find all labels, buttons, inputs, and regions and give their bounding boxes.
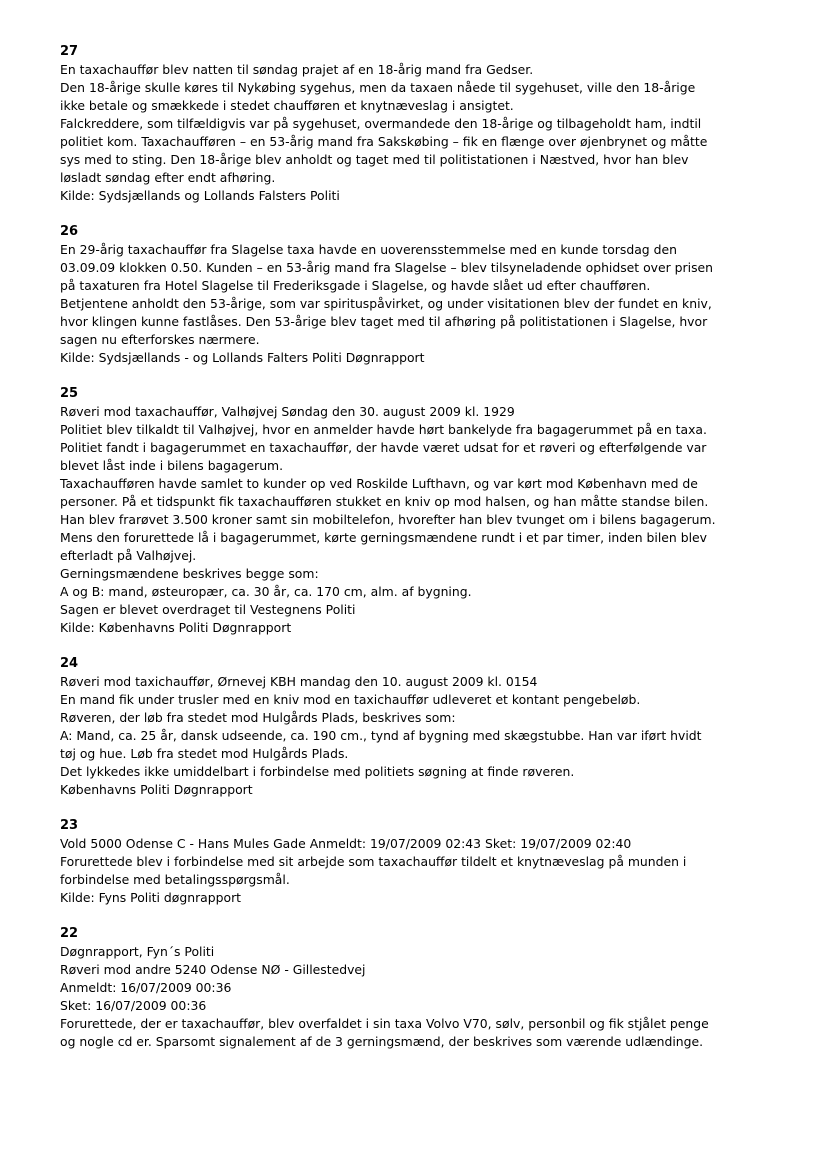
entry-26 <box>60 223 780 367</box>
entry-line: hvor klingen kunne fastlåses. Den 53-årige blev taget med til afhøring på politistationen i Slagelse, hvor <box>60 314 708 329</box>
entry-line: Mens den forurettede lå i bagagerummet, kørte gerningsmændene rundt i et par timer, inden bilen blev <box>60 530 707 545</box>
entry-line: personer. På et tidspunkt fik taxachaufføren stukket en kniv op mod halsen, og han måtte standse bilen. <box>60 494 709 509</box>
entry-number: 25 <box>60 386 79 401</box>
entry-25 <box>60 385 780 637</box>
entry-line: Det lykkedes ikke umiddelbart i forbindelse med politiets søgning at finde røveren. <box>60 764 575 779</box>
entry-line: og nogle cd er. Sparsomt signalement af de 3 gerningsmænd, der beskrives som værende udlændinge. <box>60 1034 704 1049</box>
entry-line: sagen nu efterforskes nærmere. <box>60 332 260 347</box>
entry-line: Røveren, der løb fra stedet mod Hulgårds Plads, beskrives som: <box>60 710 456 725</box>
entry-source: Kilde: Københavns Politi Døgnrapport <box>60 620 292 635</box>
entry-line: Gerningsmændene beskrives begge som: <box>60 566 319 581</box>
entry-line: En mand fik under trusler med en kniv mod en taxichauffør udleveret et kontant pengebeløb. <box>60 692 641 707</box>
entry-line: A og B: mand, østeuropær, ca. 30 år, ca. 170 cm, alm. af bygning. <box>60 584 472 599</box>
entry-number: 26 <box>60 224 79 239</box>
entry-headline: Røveri mod taxichauffør, Ørnevej KBH mandag den 10. august 2009 kl. 0154 <box>60 674 538 689</box>
entry-24 <box>60 655 780 799</box>
entry-number: 27 <box>60 44 79 59</box>
entry-number: 22 <box>60 926 79 941</box>
entry-number: 23 <box>60 818 79 833</box>
entry-line: Døgnrapport, Fyn´s Politi <box>60 944 215 959</box>
entry-source: Kilde: Sydsjællands og Lollands Falsters Politi <box>60 188 340 203</box>
entry-line: Politiet blev tilkaldt til Valhøjvej, hvor en anmelder havde hørt bankelyde fra bagagerummet på en taxa. <box>60 422 707 437</box>
entry-headline: Vold 5000 Odense C - Hans Mules Gade Anmeldt: 19/07/2009 02:43 Sket: 19/07/2009 02:40 <box>60 836 632 851</box>
entry-source: Kilde: Fyns Politi døgnrapport <box>60 890 242 905</box>
entry-line: tøj og hue. Løb fra stedet mod Hulgårds Plads. <box>60 746 349 761</box>
entry-23 <box>60 817 780 907</box>
entry-line: A: Mand, ca. 25 år, dansk udseende, ca. 190 cm., tynd af bygning med skægstubbe. Han var iført hvidt <box>60 728 702 743</box>
entry-line: Sagen er blevet overdraget til Vestegnens Politi <box>60 602 356 617</box>
entry-line: Anmeldt: 16/07/2009 00:36 <box>60 980 232 995</box>
entry-line: efterladt på Valhøjvej. <box>60 548 197 563</box>
entry-line: En 29-årig taxachauffør fra Slagelse taxa havde en uoverensstemmelse med en kunde torsdag den <box>60 242 677 257</box>
entry-source: Københavns Politi Døgnrapport <box>60 782 253 797</box>
entry-line: Falckreddere, som tilfældigvis var på sygehuset, overmandede den 18-årige og tilbageholdt ham, indtil <box>60 116 702 131</box>
entry-line: forbindelse med betalingsspørgsmål. <box>60 872 290 887</box>
entry-line: Han blev frarøvet 3.500 kroner samt sin mobiltelefon, hvorefter han blev tvunget om i bilens bagagerum. <box>60 512 716 527</box>
entry-27 <box>60 43 780 205</box>
entry-line: ikke betale og smækkede i stedet chaufføren et knytnæveslag i ansigtet. <box>60 98 514 113</box>
entry-line: Betjentene anholdt den 53-årige, som var spirituspåvirket, og under visitationen blev der fundet en kniv, <box>60 296 712 311</box>
entry-line: på taxaturen fra Hotel Slagelse til Frederiksgade i Slagelse, og havde slået ud efter chaufføren. <box>60 278 651 293</box>
entry-line: blevet låst inde i bilens bagagerum. <box>60 458 284 473</box>
entry-22 <box>60 925 780 1051</box>
entry-line: Forurettede blev i forbindelse med sit arbejde som taxachauffør tildelt et knytnæveslag på munden i <box>60 854 687 869</box>
entry-line: Sket: 16/07/2009 00:36 <box>60 998 207 1013</box>
entry-line: Politiet fandt i bagagerummet en taxachauffør, der havde været udsat for et røveri og efterfølgende var <box>60 440 707 455</box>
entry-line: Forurettede, der er taxachauffør, blev overfaldet i sin taxa Volvo V70, sølv, personbil og fik stjålet penge <box>60 1016 709 1031</box>
entry-line: politiet kom. Taxachaufføren – en 53-årig mand fra Sakskøbing – fik en flænge over øjenbrynet og måtte <box>60 134 708 149</box>
entry-line: løsladt søndag efter endt afhøring. <box>60 170 276 185</box>
entry-line: sys med to sting. Den 18-årige blev anholdt og taget med til politistationen i Næstved, hvor han blev <box>60 152 689 167</box>
entry-headline: Røveri mod taxachauffør, Valhøjvej Søndag den 30. august 2009 kl. 1929 <box>60 404 515 419</box>
entry-number: 24 <box>60 656 79 671</box>
entry-line: En taxachauffør blev natten til søndag prajet af en 18-årig mand fra Gedser. <box>60 62 534 77</box>
entry-line: 03.09.09 klokken 0.50. Kunden – en 53-årig mand fra Slagelse – blev tilsyneladende ophidset over prisen <box>60 260 714 275</box>
entry-line: Taxachaufføren havde samlet to kunder op ved Roskilde Lufthavn, og var kørt mod København med de <box>60 476 698 491</box>
entry-source: Kilde: Sydsjællands - og Lollands Falters Politi Døgnrapport <box>60 350 425 365</box>
entry-headline: Røveri mod andre 5240 Odense NØ - Gillestedvej <box>60 962 366 977</box>
document-page <box>60 43 780 1069</box>
entry-line: Den 18-årige skulle køres til Nykøbing sygehus, men da taxaen nåede til sygehuset, ville den 18-årige <box>60 80 696 95</box>
